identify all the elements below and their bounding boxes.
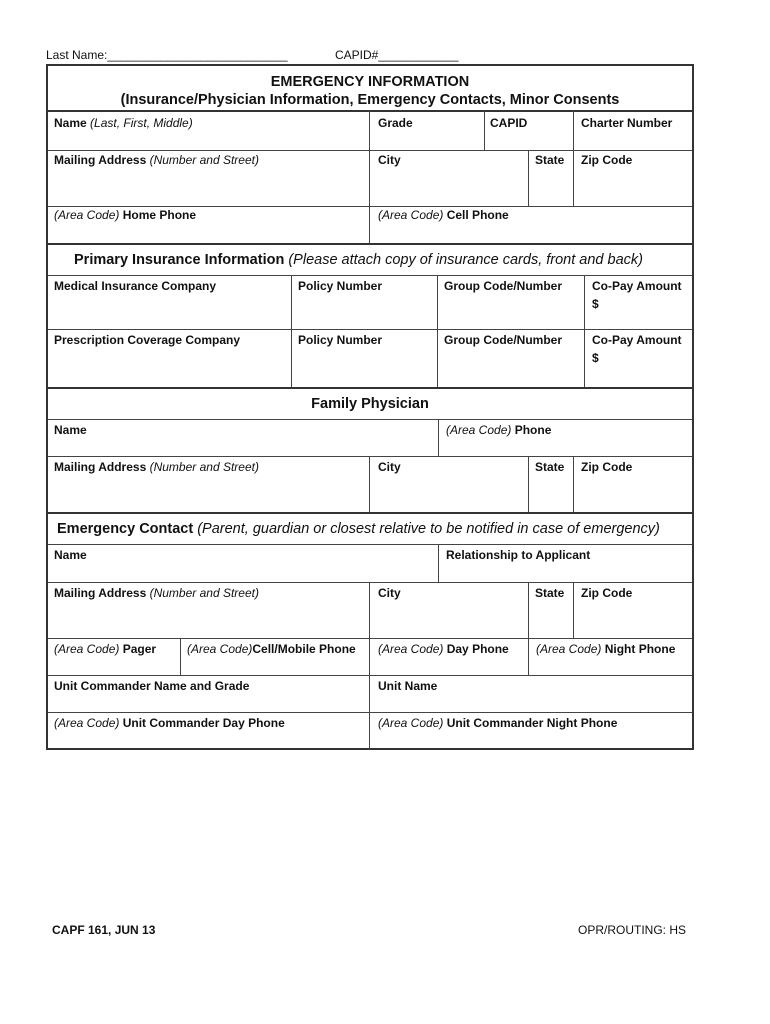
- divider: [291, 275, 292, 387]
- home-phone-field[interactable]: (Area Code) Home Phone: [54, 208, 197, 222]
- charter-number-field[interactable]: Charter Number: [581, 116, 673, 130]
- emergency-night-phone-field[interactable]: (Area Code) Night Phone: [536, 642, 676, 656]
- medical-policy-number-field[interactable]: Policy Number: [298, 279, 383, 293]
- physician-name-field[interactable]: Name: [54, 423, 87, 437]
- commander-night-phone-field[interactable]: (Area Code) Unit Commander Night Phone: [378, 716, 618, 730]
- physician-city-field[interactable]: City: [378, 460, 401, 474]
- divider: [48, 150, 692, 151]
- medical-copay-dollar: $: [592, 297, 599, 311]
- divider: [369, 206, 370, 243]
- divider: [528, 456, 529, 512]
- divider: [584, 275, 585, 387]
- prescription-policy-number-field[interactable]: Policy Number: [298, 333, 383, 347]
- applicant-city-field[interactable]: City: [378, 153, 401, 167]
- divider: [438, 544, 439, 582]
- physician-state-field[interactable]: State: [535, 460, 565, 474]
- last-name-field[interactable]: Last Name:___________________________: [46, 48, 288, 62]
- emergency-cell-phone-field[interactable]: (Area Code)Cell/Mobile Phone: [187, 642, 356, 656]
- header-line: [46, 48, 459, 62]
- emergency-city-field[interactable]: City: [378, 586, 401, 600]
- divider: [484, 110, 485, 150]
- divider: [180, 638, 181, 675]
- divider: [48, 243, 692, 245]
- divider: [369, 582, 370, 638]
- medical-copay-field[interactable]: Co-Pay Amount: [592, 279, 682, 293]
- divider: [48, 638, 692, 639]
- divider: [48, 712, 692, 713]
- prescription-group-code-field[interactable]: Group Code/Number: [444, 333, 563, 347]
- commander-day-phone-field[interactable]: (Area Code) Unit Commander Day Phone: [54, 716, 285, 730]
- pager-field[interactable]: (Area Code) Pager: [54, 642, 157, 656]
- routing-code: OPR/ROUTING: HS: [577, 923, 686, 937]
- physician-address-field[interactable]: Mailing Address (Number and Street): [54, 460, 259, 474]
- applicant-zip-field[interactable]: Zip Code: [581, 153, 633, 167]
- emergency-address-field[interactable]: Mailing Address (Number and Street): [54, 586, 259, 600]
- divider: [369, 638, 370, 675]
- divider: [48, 456, 692, 457]
- form-subtitle: (Insurance/Physician Information, Emergency Contacts, Minor Consents: [120, 92, 620, 108]
- divider: [528, 638, 529, 675]
- divider: [437, 275, 438, 387]
- divider: [528, 582, 529, 638]
- divider: [48, 206, 692, 207]
- emergency-day-phone-field[interactable]: (Area Code) Day Phone: [378, 642, 509, 656]
- divider: [573, 456, 574, 512]
- unit-name-field[interactable]: Unit Name: [378, 679, 438, 693]
- grade-field[interactable]: Grade: [378, 116, 413, 130]
- applicant-capid-field[interactable]: CAPID: [490, 116, 528, 130]
- divider: [573, 582, 574, 638]
- prescription-copay-field[interactable]: Co-Pay Amount: [592, 333, 682, 347]
- form-title: EMERGENCY INFORMATION: [270, 74, 470, 90]
- relationship-field[interactable]: Relationship to Applicant: [446, 548, 591, 562]
- divider: [438, 419, 439, 456]
- medical-insurance-company-field[interactable]: Medical Insurance Company: [54, 279, 217, 293]
- divider: [48, 275, 692, 276]
- form-id: CAPF 161, JUN 13: [52, 923, 156, 937]
- divider: [48, 675, 692, 676]
- emergency-name-field[interactable]: Name: [54, 548, 87, 562]
- commander-name-grade-field[interactable]: Unit Commander Name and Grade: [54, 679, 250, 693]
- divider: [48, 582, 692, 583]
- emergency-zip-field[interactable]: Zip Code: [581, 586, 633, 600]
- prescription-company-field[interactable]: Prescription Coverage Company: [54, 333, 241, 347]
- divider: [48, 512, 692, 514]
- divider: [369, 456, 370, 512]
- divider: [48, 544, 692, 545]
- emergency-state-field[interactable]: State: [535, 586, 565, 600]
- divider: [48, 419, 692, 420]
- emergency-section-title: Emergency Contact (Parent, guardian or closest relative to be notified in case of emergency): [57, 521, 660, 537]
- divider: [48, 329, 692, 330]
- applicant-address-field[interactable]: Mailing Address (Number and Street): [54, 153, 259, 167]
- applicant-name-field[interactable]: Name (Last, First, Middle): [54, 116, 193, 130]
- divider: [48, 110, 692, 112]
- prescription-copay-dollar: $: [592, 351, 599, 365]
- physician-section-title: Family Physician: [311, 396, 429, 412]
- medical-group-code-field[interactable]: Group Code/Number: [444, 279, 563, 293]
- capid-field[interactable]: CAPID#____________: [335, 48, 459, 62]
- divider: [573, 110, 574, 206]
- emergency-information-form: [46, 64, 694, 750]
- divider: [369, 110, 370, 206]
- divider: [369, 675, 370, 750]
- divider: [528, 150, 529, 206]
- divider: [48, 387, 692, 389]
- cell-phone-field[interactable]: (Area Code) Cell Phone: [378, 208, 509, 222]
- applicant-state-field[interactable]: State: [535, 153, 565, 167]
- physician-phone-field[interactable]: (Area Code) Phone: [446, 423, 552, 437]
- physician-zip-field[interactable]: Zip Code: [581, 460, 633, 474]
- insurance-section-title: Primary Insurance Information (Please attach copy of insurance cards, front and back): [74, 252, 643, 268]
